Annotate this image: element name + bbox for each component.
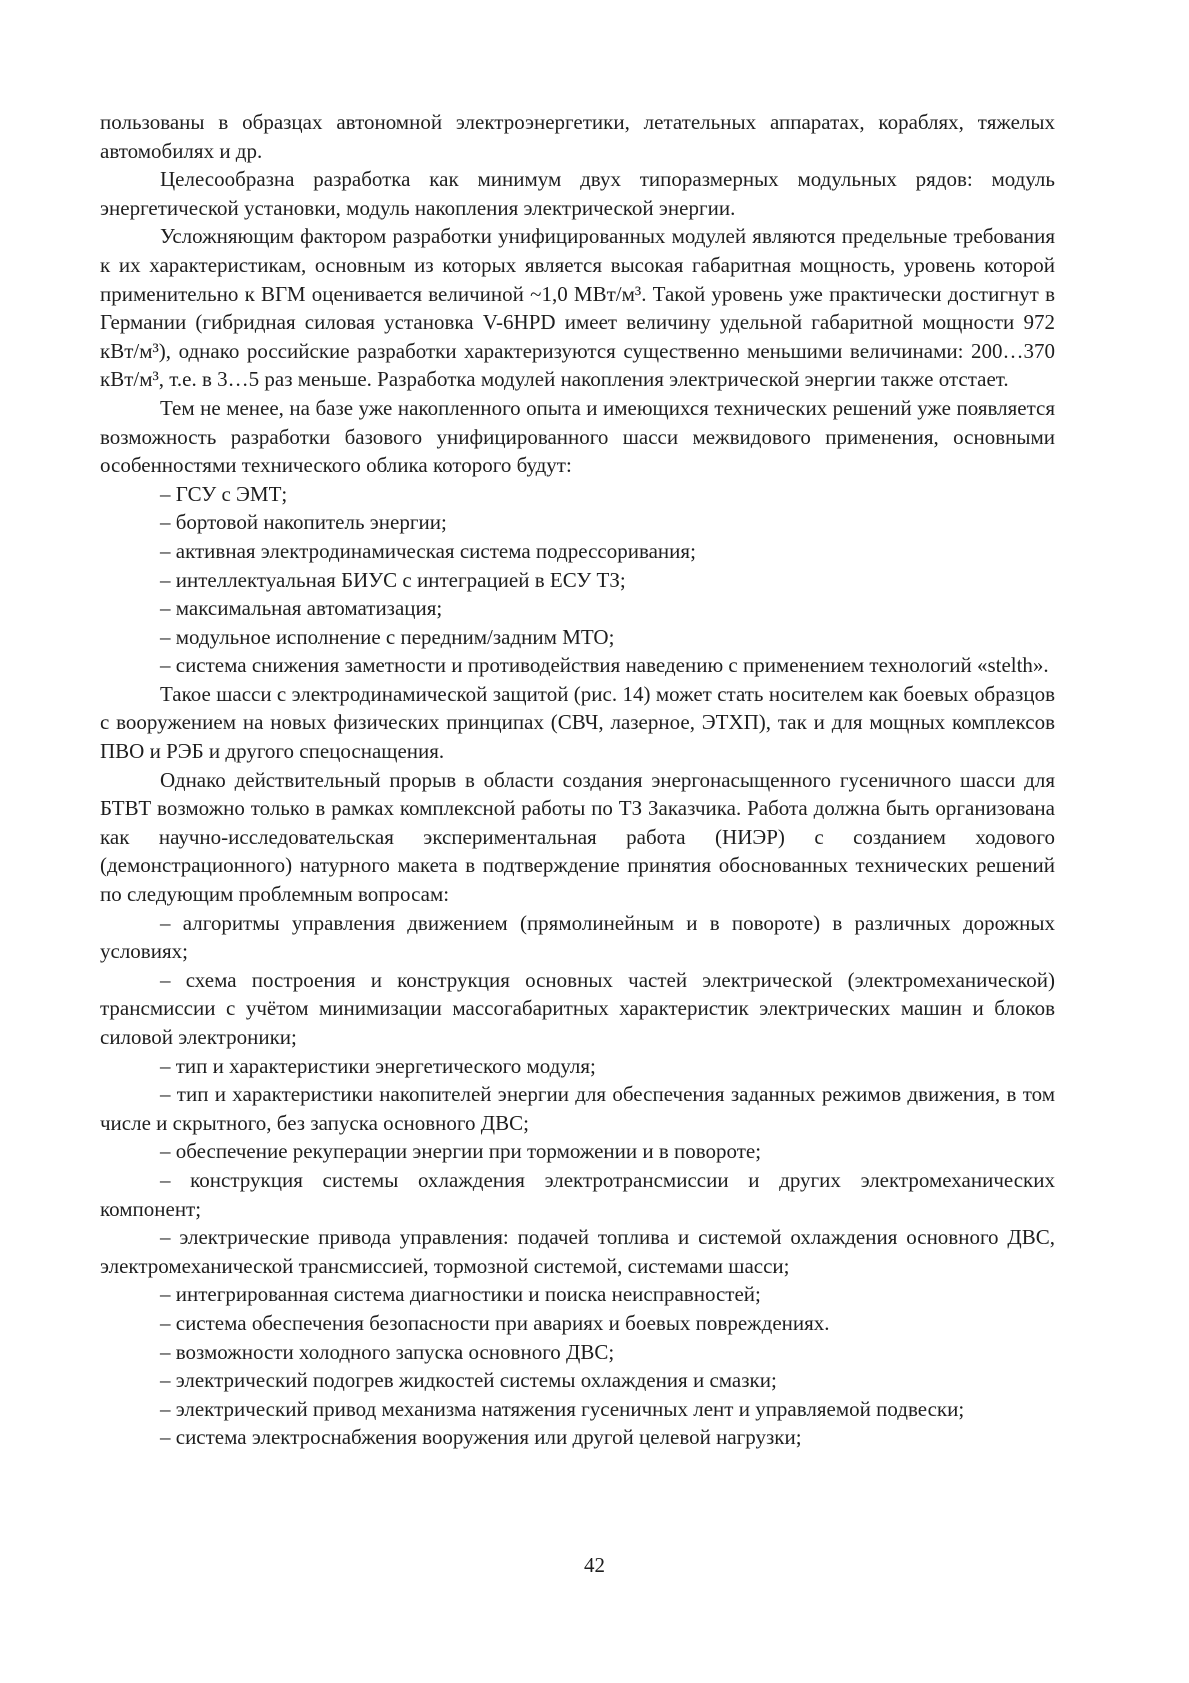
list-item: – электрические привода управления: подачей топлива и системой охлаждения основного ДВС, электромеханической трансмиссией, тормозной системой, системами шасси;: [100, 1225, 1055, 1278]
list-item: – система обеспечения безопасности при авариях и боевых повреждениях.: [160, 1310, 830, 1335]
list-item: – конструкция системы охлаждения электротрансмиссии и других электромеханических компонент;: [100, 1167, 1055, 1221]
paragraph: Целесообразна разработка как минимум двух типоразмерных модульных рядов: модуль энергетической установки, модуль накопления электрической энергии.: [100, 167, 1055, 220]
list-item: – бортовой накопитель энергии;: [160, 510, 447, 535]
list-item: – электрический привод механизма натяжения гусеничных лент и управляемой подвески;: [160, 1396, 965, 1421]
list-item: – система снижения заметности и противодействия наведению с применением технологий «stelth».: [160, 653, 1049, 678]
list-item: – обеспечение рекуперации энергии при торможении и в повороте;: [160, 1139, 762, 1164]
list-item: – система электроснабжения вооружения или другой целевой нагрузки;: [160, 1425, 802, 1450]
list-item: – ГСУ с ЭМТ;: [160, 481, 288, 506]
list-item: – тип и характеристики энергетического модуля;: [160, 1053, 596, 1078]
list-item: – интегрированная система диагностики и поиска неисправностей;: [160, 1282, 761, 1307]
list-item: – интеллектуальная БИУС с интеграцией в ЕСУ ТЗ;: [160, 567, 626, 592]
page-body: [100, 108, 1055, 1452]
list-item: – электрический подогрев жидкостей системы охлаждения и смазки;: [160, 1368, 777, 1393]
list-item: – алгоритмы управления движением (прямолинейным и в повороте) в различных дорожных условиях;: [100, 910, 1055, 964]
list-item: – максимальная автоматизация;: [160, 596, 443, 621]
paragraph: Тем не менее, на базе уже накопленного опыта и имеющихся технических решений уже появляется возможность разработки базового унифицированного шасси межвидового применения, основными особенностями технического облика которого будут:: [100, 395, 1055, 478]
paragraph: Такое шасси с электродинамической защитой (рис. 14) может стать носителем как боевых образцов с вооружением на новых физических принципах (СВЧ, лазерное, ЭТХП), так и для мощных комплексов ПВО и РЭБ и другого спецоснащения.: [100, 681, 1055, 764]
list-item: – тип и характеристики накопителей энергии для обеспечения заданных режимов движения, в том числе и скрытного, без запуска основного ДВС;: [100, 1082, 1055, 1135]
paragraph: Усложняющим фактором разработки унифицированных модулей являются предельные требования к их характеристикам, основным из которых является высокая габаритная мощность, уровень которой применительно к ВГМ оценивается величиной ~1,0 МВт/м³. Такой уровень уже практически достигнут в Германии (гибридная силовая установка V-6HPD имеет величину удельной габаритной мощности 972 кВт/м³), однако российские разработки характеризуются существенно меньшими величинами: 200…370 кВт/м³, т.е. в 3…5 раз меньше. Разработка модулей накопления электрической энергии также отстает.: [100, 224, 1055, 392]
paragraph-continuation: пользованы в образцах автономной электроэнергетики, летательных аппаратах, кораблях, тяжелых автомобилях и др.: [100, 110, 1055, 163]
list-item: – активная электродинамическая система подрессоривания;: [160, 538, 696, 563]
list-item: – модульное исполнение с передним/задним МТО;: [160, 624, 615, 649]
paragraph: Однако действительный прорыв в области создания энергонасыщенного гусеничного шасси для БТВТ возможно только в рамках комплексной работы по ТЗ Заказчика. Работа должна быть организована как научно-исследовательская экспериментальная работа (НИЭР) с созданием ходового (демонстрационного) натурного макета в подтверждение принятия обоснованных технических решений по следующим проблемным вопросам:: [100, 767, 1055, 907]
page-number: 42: [584, 1553, 605, 1577]
list-item: – возможности холодного запуска основного ДВС;: [160, 1339, 615, 1364]
list-item: – схема построения и конструкция основных частей электрической (электромеханической) трансмиссии с учётом минимизации массогабаритных характеристик электрических машин и блоков силовой электроники;: [100, 967, 1055, 1049]
